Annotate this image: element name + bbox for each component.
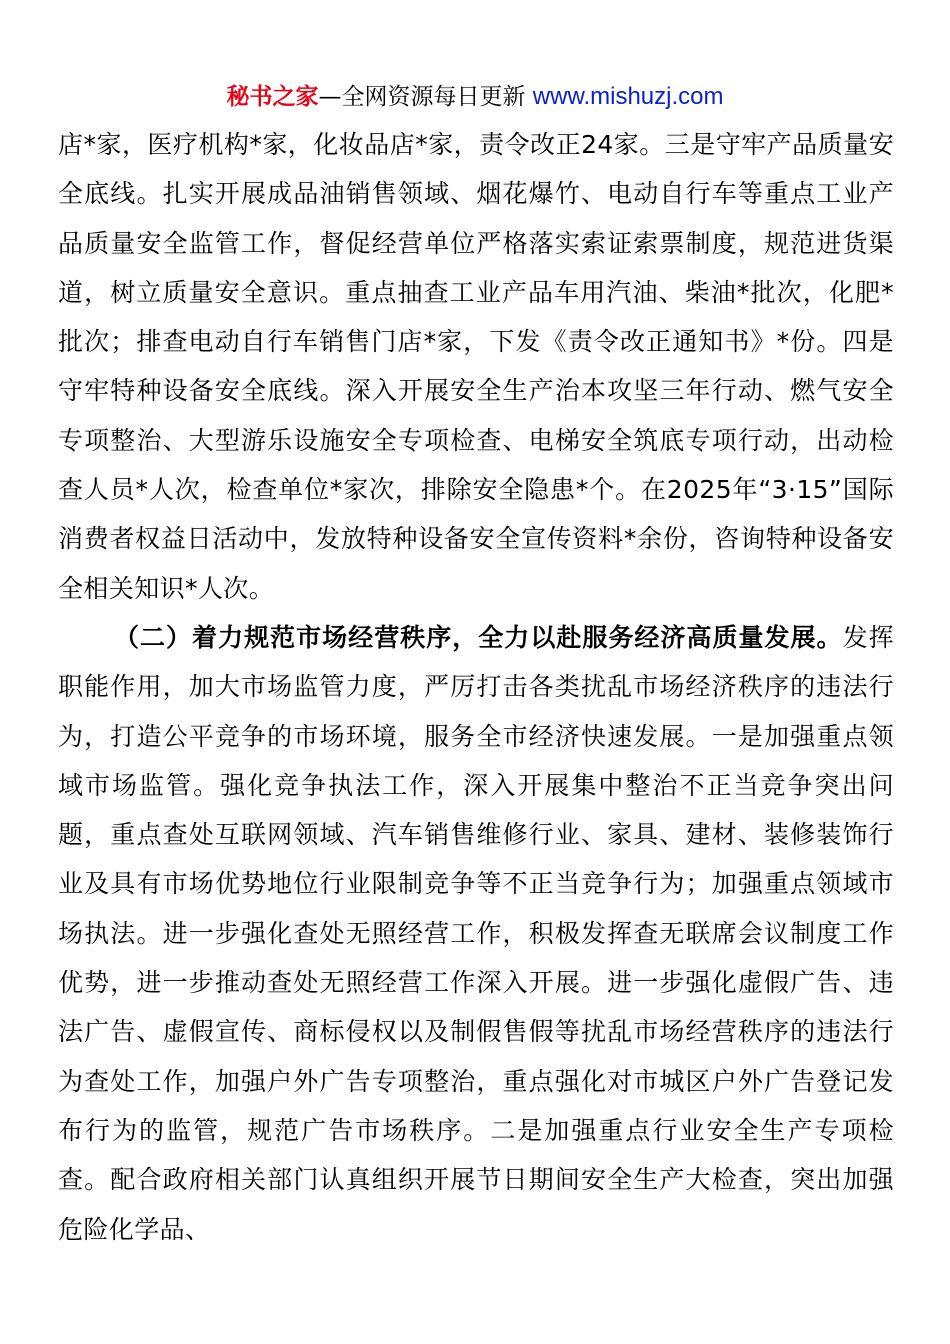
section-two-text: 发挥职能作用，加大市场监管力度，严厉打击各类扰乱市场经济秩序的违法行为，打造公平竞争的市场环境，服务全市经济快速发展。一是加强重点领域市场监管。强化竞争执法工作，深入开展集中整治不正当竞争突出问题，重点查处互联网领域、汽车销售维修行业、家具、建材、装修装饰行业及具有市场优势地位行业限制竞争等不正当竞争行为；加强重点领域市场执法。进一步强化查处无照经营工作，积极发挥查无联席会议制度工作优势，进一步推动查处无照经营工作深入开展。进一步强化虚假广告、违法广告、虚假宣传、商标侵权以及制假售假等扰乱市场经营秩序的违法行为查处工作，加强户外广告专项整治，重点强化对市城区户外广告登记发布行为的监管，规范广告市场秩序。二是加强重点行业安全生产专项检查。配合政府相关部门认真组织开展节日期间安全生产大检查，突出加强危险化学品、 — [58, 622, 894, 1244]
document-body — [58, 120, 894, 1254]
paragraph-section-two — [58, 613, 894, 1254]
site-brand: 秘书之家 — [226, 84, 319, 110]
paragraph-continued: 店*家，医疗机构*家，化妆品店*家，责令改正24家。三是守牢产品质量安全底线。扎实开展成品油销售领域、烟花爆竹、电动自行车等重点工业产品质量安全监管工作，督促经营单位严格落实索证索票制度，规范进货渠道，树立质量安全意识。重点抽查工业产品车用汽油、柴油*批次，化肥*批次；排查电动自行车销售门店*家，下发《责令改正通知书》*份。四是守牢特种设备安全底线。深入开展安全生产治本攻坚三年行动、燃气安全专项整治、大型游乐设施安全专项检查、电梯安全筑底专项行动，出动检查人员*人次，检查单位*家次，排除安全隐患*个。在2025年“3·15”国际消费者权益日活动中，发放特种设备安全宣传资料*余份，咨询特种设备安全相关知识*人次。 — [58, 130, 894, 603]
section-two-heading: （二）着力规范市场经营秩序，全力以赴服务经济高质量发展。 — [114, 622, 843, 652]
site-header — [0, 80, 950, 114]
site-url-link[interactable]: www.mishuzj.com — [532, 83, 724, 110]
site-tagline: —全网资源每日更新 — [318, 84, 533, 110]
